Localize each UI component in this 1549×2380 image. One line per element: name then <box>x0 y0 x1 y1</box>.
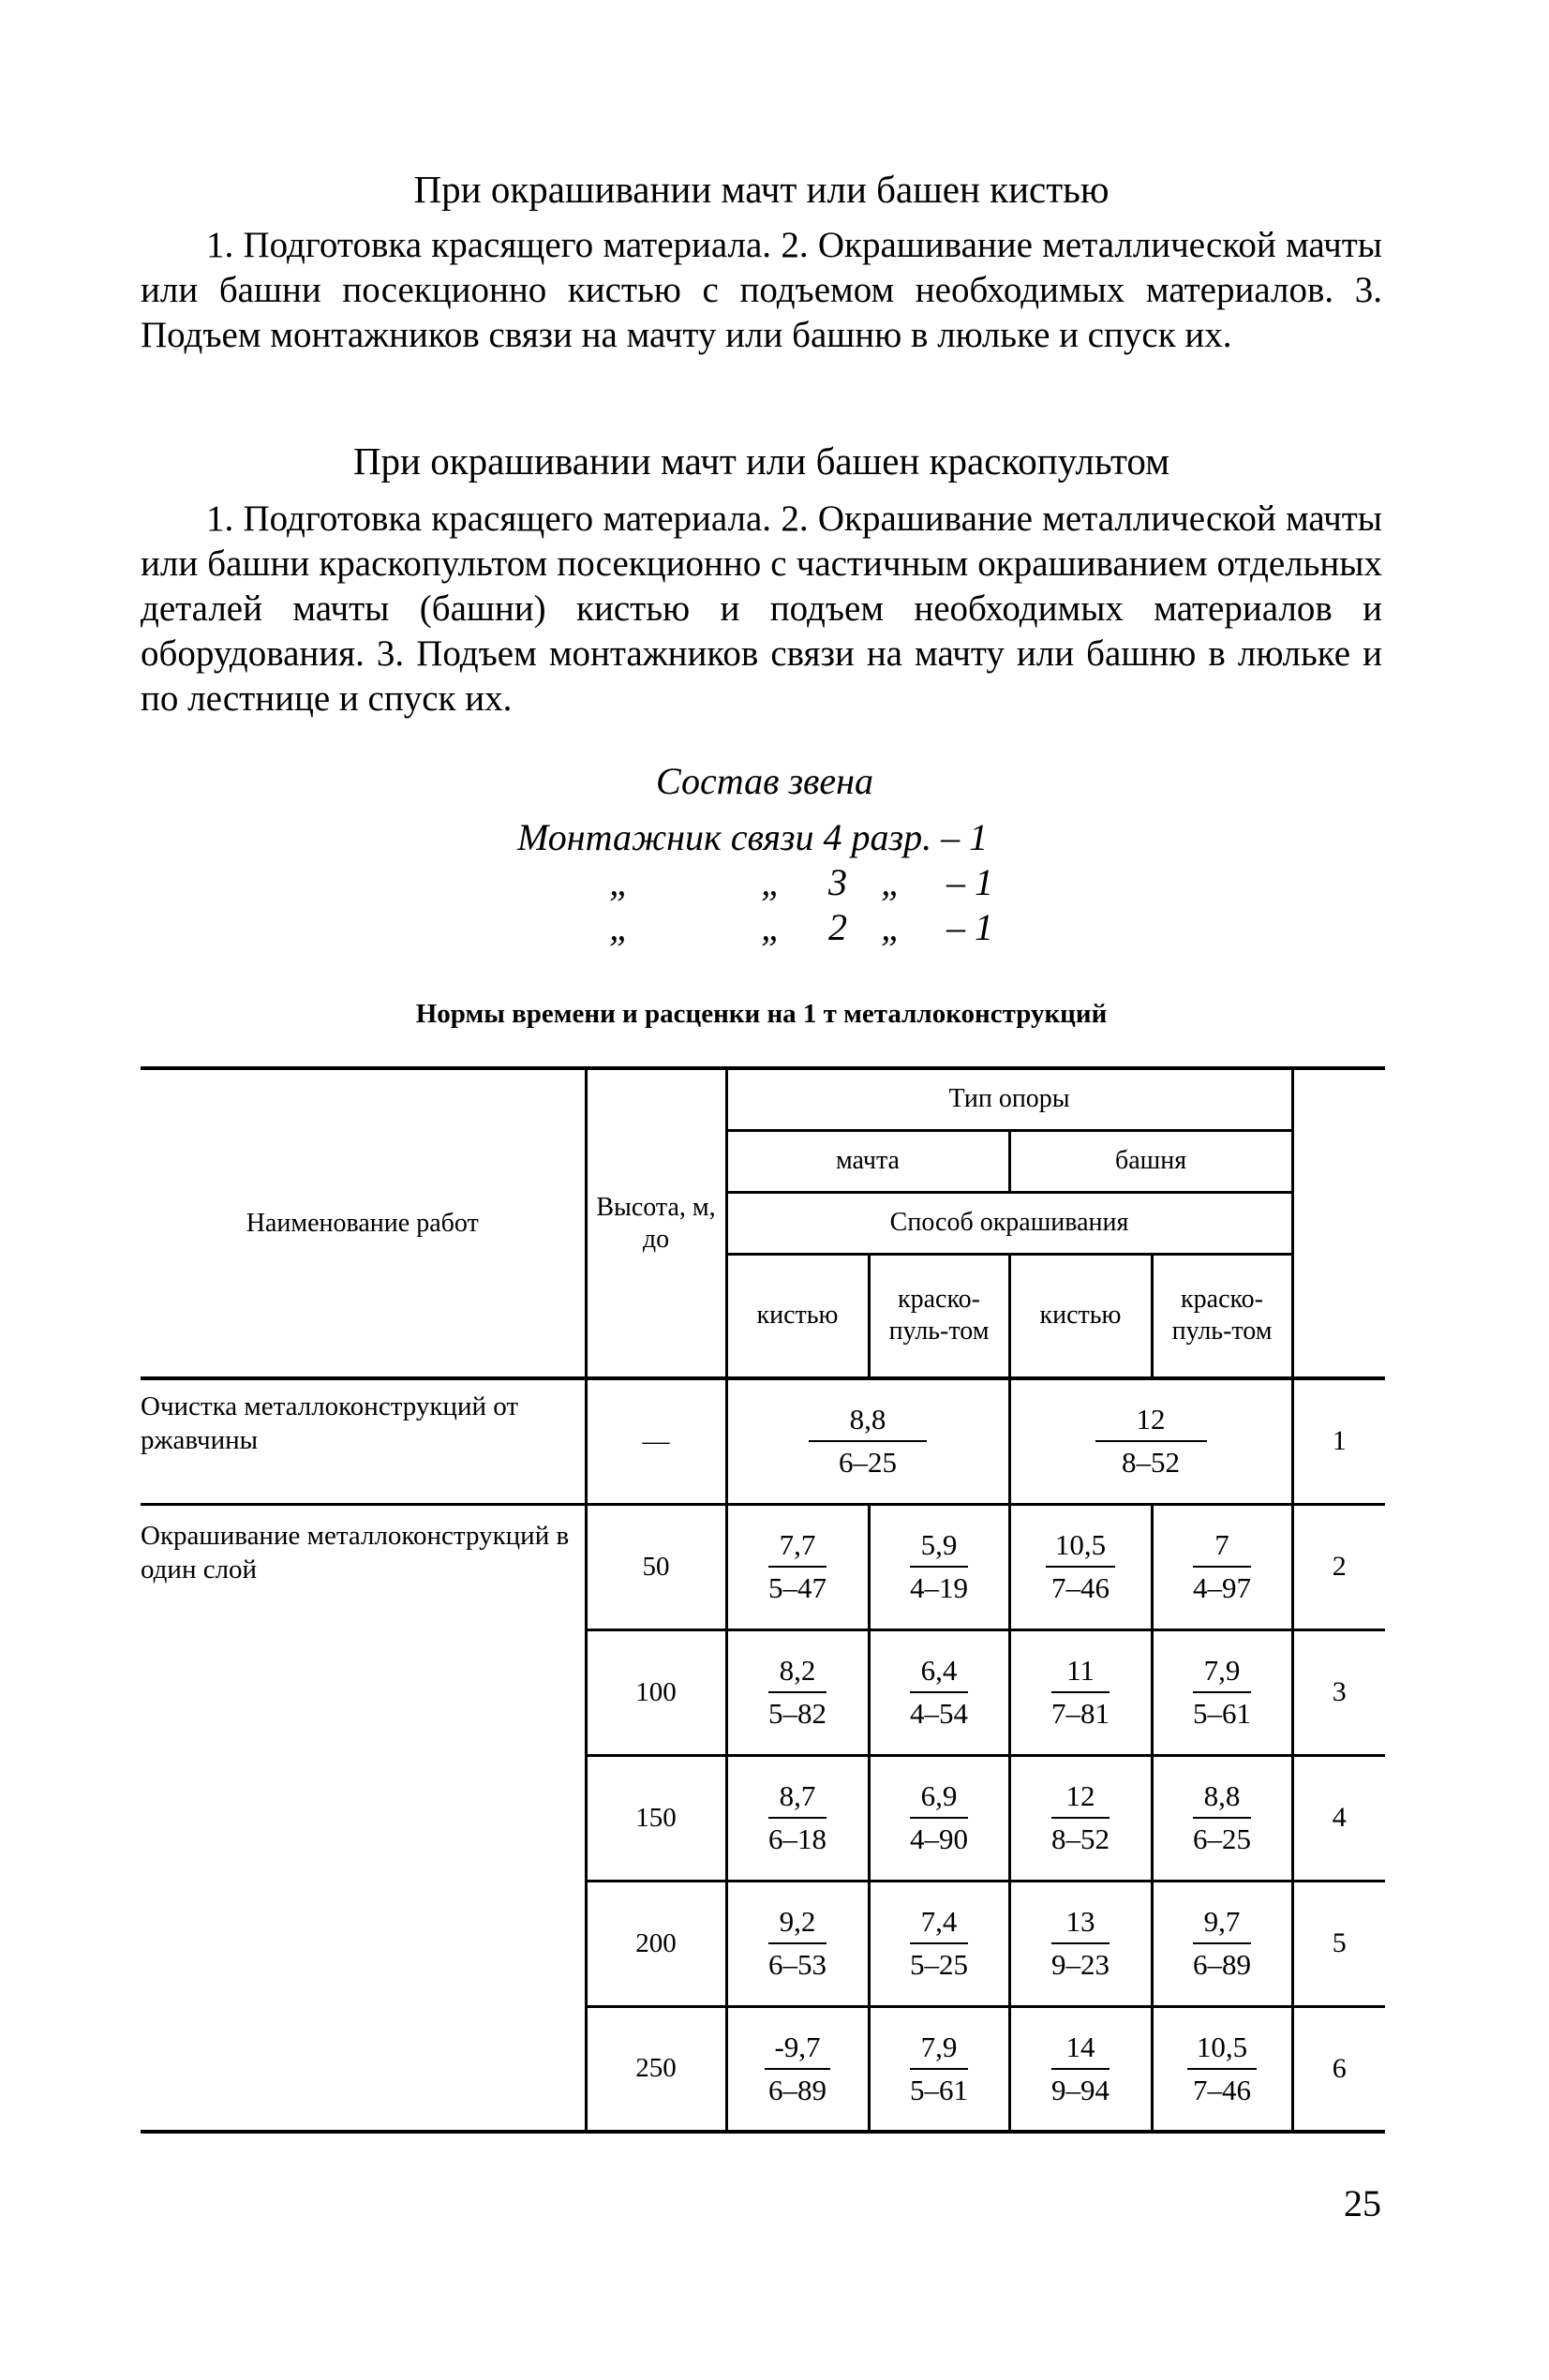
table-title: Нормы времени и расценки на 1 т металлоконструкций <box>415 999 1108 1029</box>
row-number: 3 <box>1292 1629 1385 1755</box>
section1-heading: При окрашивании мачт или башен кистью <box>413 168 1110 211</box>
table-row <box>141 1378 1385 1504</box>
time-norm: 6,4 <box>910 1652 968 1693</box>
row-number: 2 <box>1292 1504 1385 1629</box>
time-norm: 9,2 <box>768 1903 827 1944</box>
rate-cell <box>726 1629 869 1755</box>
header-mast-brush: кистью <box>726 1254 869 1378</box>
crew-title: Состав звена <box>656 760 874 802</box>
ditto-mark: „ <box>761 861 782 903</box>
row-number: 1 <box>1292 1378 1385 1504</box>
header-tower-sprayer: краско-пуль-том <box>1152 1254 1292 1378</box>
price-rate: 4–19 <box>910 1571 968 1604</box>
time-norm: 12 <box>1095 1401 1207 1442</box>
ditto-mark: „ <box>761 906 782 948</box>
norms-table <box>141 1066 1385 2134</box>
norms-table-wrap <box>141 1066 1385 2134</box>
time-norm: 8,8 <box>809 1401 928 1442</box>
price-rate: 5–25 <box>910 1948 968 1981</box>
rate-fraction <box>1193 1652 1251 1733</box>
ditto-mark: „ <box>609 861 631 903</box>
rate-cell <box>1152 1504 1292 1629</box>
crew-row-1 <box>517 815 988 859</box>
price-rate: 6–25 <box>1193 1822 1252 1855</box>
rate-cell <box>726 1378 1009 1504</box>
price-rate: 7–81 <box>1051 1697 1110 1730</box>
rate-fraction <box>1051 1903 1110 1984</box>
rate-fraction <box>910 1903 968 1984</box>
rate-fraction <box>768 1778 827 1858</box>
price-rate: 7–46 <box>1051 1571 1110 1604</box>
rate-fraction <box>1051 2029 1110 2109</box>
rate-fraction <box>1187 2029 1257 2109</box>
rate-cell <box>869 1881 1009 2006</box>
row-number: 5 <box>1292 1881 1385 2006</box>
work-name: Очистка металлоконструкций от ржавчины <box>141 1378 586 1504</box>
rate-cell <box>869 1629 1009 1755</box>
rate-fraction <box>1193 1903 1251 1984</box>
price-rate: 4–54 <box>910 1697 968 1730</box>
rate-fraction <box>1051 1778 1110 1858</box>
rate-cell <box>1152 1629 1292 1755</box>
time-norm: -9,7 <box>765 2029 829 2070</box>
time-norm: 8,8 <box>1193 1778 1251 1819</box>
crew-count: – 1 <box>946 861 993 903</box>
rate-fraction <box>809 1401 928 1481</box>
price-rate: 7–46 <box>1193 2073 1252 2106</box>
height-cell: 250 <box>586 2006 726 2132</box>
rate-fraction <box>910 2029 968 2109</box>
crew-grade: 3 <box>828 861 847 903</box>
crew-grade: 4 разр. <box>823 816 932 858</box>
price-rate: 9–94 <box>1051 2073 1110 2106</box>
rate-cell <box>1152 1881 1292 2006</box>
price-rate: 5–61 <box>1193 1697 1252 1730</box>
time-norm: 8,7 <box>768 1778 827 1819</box>
rate-fraction <box>765 2029 829 2109</box>
rate-fraction <box>910 1526 968 1607</box>
rate-fraction <box>1046 1526 1115 1607</box>
time-norm: 7,7 <box>768 1526 827 1568</box>
crew-role: Монтажник связи <box>517 816 814 858</box>
rate-cell <box>726 2006 869 2132</box>
time-norm: 14 <box>1051 2029 1110 2070</box>
height-cell: 200 <box>586 1881 726 2006</box>
price-rate: 6–18 <box>768 1822 827 1855</box>
time-norm: 8,2 <box>768 1652 827 1693</box>
rate-cell <box>726 1881 869 2006</box>
ditto-mark: „ <box>881 861 902 903</box>
rate-cell <box>1009 1504 1152 1629</box>
time-norm: 9,7 <box>1193 1903 1251 1944</box>
section2-body <box>141 497 1382 721</box>
price-rate: 4–97 <box>1193 1571 1252 1604</box>
height-cell: 150 <box>586 1755 726 1881</box>
header-mast: мачта <box>726 1130 1009 1192</box>
rate-fraction <box>768 1526 827 1607</box>
header-mast-sprayer: краско-пуль-том <box>869 1254 1009 1378</box>
rate-fraction <box>1193 1778 1251 1858</box>
header-number-col <box>1292 1068 1385 1378</box>
price-rate: 8–52 <box>1051 1822 1110 1855</box>
row-number: 6 <box>1292 2006 1385 2132</box>
rate-cell <box>1009 1881 1152 2006</box>
time-norm: 10,5 <box>1046 1526 1115 1568</box>
time-norm: 7 <box>1193 1526 1251 1568</box>
rate-cell <box>1009 1629 1152 1755</box>
rate-fraction <box>910 1652 968 1733</box>
price-rate: 8–52 <box>1122 1446 1181 1480</box>
time-norm: 13 <box>1051 1903 1110 1944</box>
header-tower-brush: кистью <box>1009 1254 1152 1378</box>
crew-count: – 1 <box>941 816 989 858</box>
time-norm: 11 <box>1051 1652 1110 1693</box>
header-height: Высота, м, до <box>586 1068 726 1378</box>
work-name: Окрашивание металлоконструкций в один слой <box>141 1504 586 2132</box>
ditto-mark: „ <box>609 906 631 948</box>
rate-fraction <box>910 1778 968 1858</box>
price-rate: 6–89 <box>1193 1948 1252 1981</box>
time-norm: 7,9 <box>1193 1652 1251 1693</box>
height-cell: — <box>586 1378 726 1504</box>
header-tower: башня <box>1009 1130 1292 1192</box>
header-method: Способ окрашивания <box>726 1192 1292 1254</box>
time-norm: 10,5 <box>1187 2029 1257 2070</box>
ditto-mark: „ <box>881 906 902 948</box>
height-cell: 50 <box>586 1504 726 1629</box>
price-rate: 5–61 <box>910 2073 968 2106</box>
section1-text: 1. Подготовка красящего материала. 2. Окрашивание металлической мачты или башни посекционно кистью с подъемом необходимых материалов. 3. Подъем монтажников связи на мачту или башню в люльке и спуск их. <box>141 225 1382 355</box>
rate-cell <box>1009 1755 1152 1881</box>
rate-fraction <box>768 1652 827 1733</box>
crew-grade: 2 <box>828 906 847 948</box>
section1-body <box>141 223 1382 358</box>
rate-cell <box>726 1504 869 1629</box>
rate-fraction <box>1193 1526 1251 1607</box>
rate-fraction <box>1051 1652 1110 1733</box>
rate-cell <box>1152 2006 1292 2132</box>
page-number: 25 <box>1344 2182 1381 2224</box>
rate-cell <box>869 1504 1009 1629</box>
section2-text: 1. Подготовка красящего материала. 2. Окрашивание металлической мачты или башни краскопультом посекционно с частичным окрашиванием отдельных деталей мачты (башни) кистью и подъем необходимых материалов и оборудования. 3. Подъем монтажников связи на мачту или башню в люльке и по лестнице и спуск их. <box>141 498 1382 719</box>
price-rate: 5–82 <box>768 1697 827 1730</box>
table-row <box>141 1504 1385 1629</box>
rate-fraction <box>1095 1401 1207 1481</box>
height-cell: 100 <box>586 1629 726 1755</box>
rate-cell <box>869 2006 1009 2132</box>
row-number: 4 <box>1292 1755 1385 1881</box>
rate-cell <box>726 1755 869 1881</box>
header-work: Наименование работ <box>141 1068 586 1378</box>
section2-heading: При окрашивании мачт или башен краскопультом <box>352 439 1170 483</box>
price-rate: 6–89 <box>767 2073 827 2106</box>
price-rate: 6–53 <box>768 1948 827 1981</box>
time-norm: 6,9 <box>910 1778 968 1819</box>
price-rate: 9–23 <box>1051 1948 1110 1981</box>
rate-cell <box>1152 1755 1292 1881</box>
header-support-type: Тип опоры <box>726 1068 1292 1130</box>
rate-fraction <box>768 1903 827 1984</box>
crew-count: – 1 <box>946 906 993 948</box>
rate-cell <box>869 1755 1009 1881</box>
rate-cell <box>1009 2006 1152 2132</box>
price-rate: 5–47 <box>768 1571 827 1604</box>
rate-cell <box>1009 1378 1292 1504</box>
price-rate: 4–90 <box>910 1822 968 1855</box>
time-norm: 5,9 <box>910 1526 968 1568</box>
time-norm: 7,4 <box>910 1903 968 1944</box>
price-rate: 6–25 <box>839 1446 897 1480</box>
time-norm: 12 <box>1051 1778 1110 1819</box>
time-norm: 7,9 <box>910 2029 968 2070</box>
